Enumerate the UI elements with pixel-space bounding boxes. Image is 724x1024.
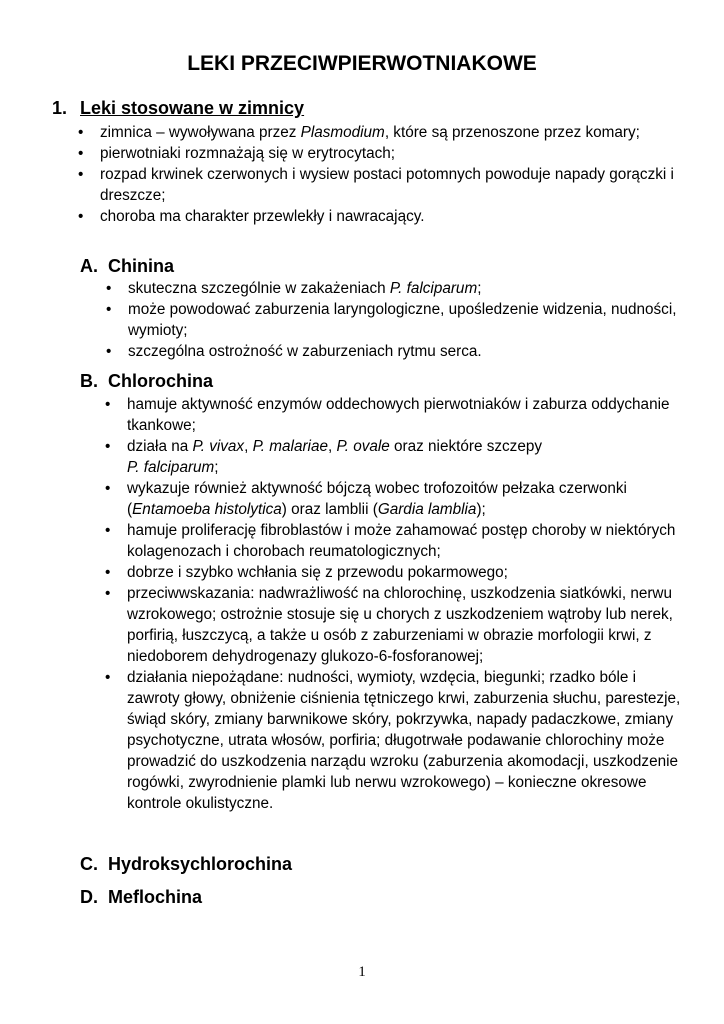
section-a-letter: A. <box>80 256 98 276</box>
list-item: • rozpad krwinek czerwonych i wysiew postaci potomnych powoduje napady gorączki i dreszcze; <box>100 164 680 206</box>
section-b-bullet-list <box>127 394 687 814</box>
section-1-number: 1. <box>52 98 68 118</box>
section-c-title: Hydroksychlorochina <box>108 854 293 874</box>
section-d-title: Meflochina <box>108 887 203 907</box>
list-item: • hamuje proliferację fibroblastów i może zahamować postęp choroby w niektórych kolagenozach i chorobach reumatologicznych; <box>127 520 687 562</box>
list-item: • hamuje aktywność enzymów oddechowych pierwotniaków i zaburza oddychanie tkankowe; <box>127 394 687 436</box>
section-b-heading <box>80 371 213 392</box>
list-item: • pierwotniaki rozmnażają się w erytrocytach; <box>100 143 680 164</box>
list-item: • dobrze i szybko wchłania się z przewodu pokarmowego; <box>127 562 687 583</box>
page-number: 1 <box>358 964 366 980</box>
section-d-heading <box>80 887 202 908</box>
section-d-letter: D. <box>80 887 98 907</box>
section-b-letter: B. <box>80 371 98 391</box>
section-a-title: Chinina <box>108 256 174 276</box>
section-1-bullet-list <box>100 122 680 227</box>
section-c-letter: C. <box>80 854 98 874</box>
list-item: • choroba ma charakter przewlekły i nawracający. <box>100 206 680 227</box>
section-1-title: Leki stosowane w zimnicy <box>80 98 305 118</box>
section-a-heading <box>80 256 174 277</box>
list-item: • przeciwwskazania: nadwrażliwość na chlorochinę, uszkodzenia siatkówki, nerwu wzrokowego; ostrożnie stosuje się u chorych z uszkodzeniem wątroby lub nerek, porfirią, łuszczycą, a także u osób z zaburzeniami w obrazie morfologii krwi, z niedoborem dehydrogenazy glukozo-6-fosforanowej; <box>127 583 687 667</box>
section-1-heading <box>52 98 304 119</box>
section-b-title: Chlorochina <box>108 371 214 391</box>
list-item: • działania niepożądane: nudności, wymioty, wzdęcia, biegunki; rzadko bóle i zawroty głowy, obniżenie ciśnienia tętniczego krwi, zaburzenia słuchu, parestezje, świąd skóry, zmiany barwnikowe skóry, pokrzywka, napady padaczkowe, zmiany psychotyczne, utrata włosów, porfiria; długotrwałe podawanie chlorochiny może prowadzić do uszkodzenia narządu wzroku (zaburzenia akomodacji, uszkodzenie rogówki, zwyrodnienie plamki lub nerwu wzrokowego) – konieczne okresowe kontrole okulistyczne. <box>127 667 687 814</box>
document-title: LEKI PRZECIWPIERWOTNIAKOWE <box>187 52 537 75</box>
section-c-heading <box>80 854 292 875</box>
section-a-bullet-list <box>128 278 688 362</box>
list-item: • może powodować zaburzenia laryngologiczne, upośledzenie widzenia, nudności, wymioty; <box>128 299 688 341</box>
list-item: • szczególna ostrożność w zaburzeniach rytmu serca. <box>128 341 688 362</box>
list-item: • zimnica – wywoływana przez Plasmodium, które są przenoszone przez komary; <box>100 122 680 143</box>
list-item: • wykazuje również aktywność bójczą wobec trofozoitów pełzaka czerwonki (Entamoeba histolytica) oraz lamblii (Gardia lamblia); <box>127 478 687 520</box>
list-item: • skuteczna szczególnie w zakażeniach P. falciparum; <box>128 278 688 299</box>
list-item: • działa na P. vivax, P. malariae, P. ovale oraz niektóre szczepy P. falciparum; <box>127 436 687 478</box>
